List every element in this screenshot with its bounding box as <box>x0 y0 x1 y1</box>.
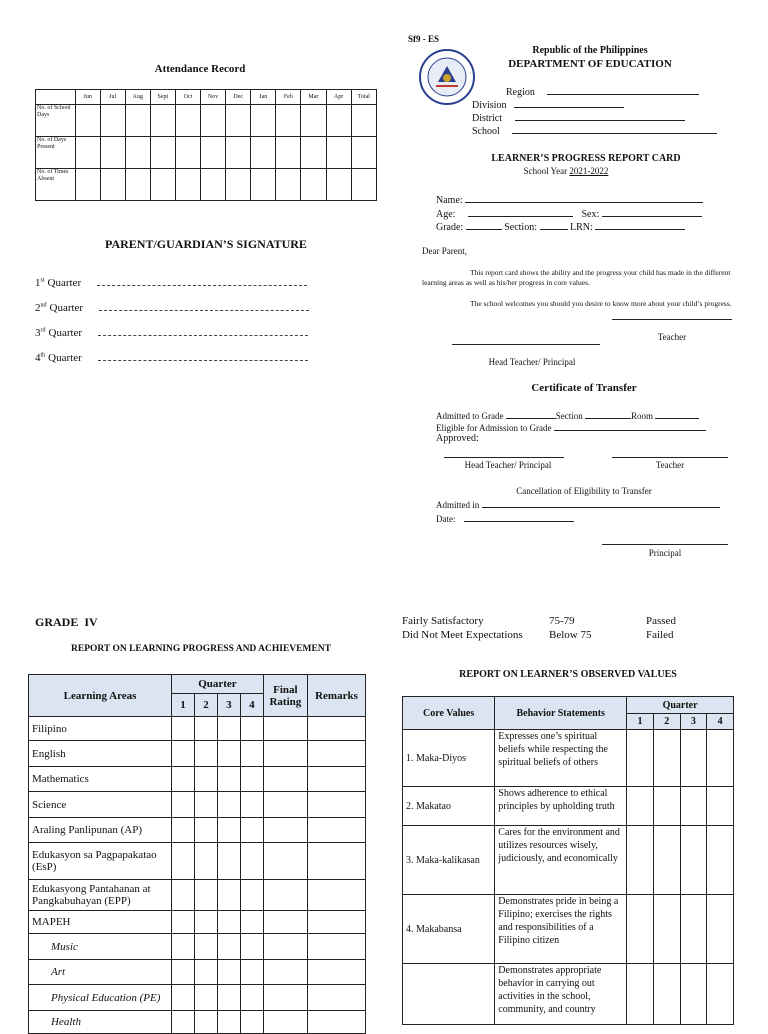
attendance-cell[interactable] <box>75 105 100 137</box>
transfer-head-line[interactable] <box>444 457 564 458</box>
grade-cell[interactable] <box>195 911 218 934</box>
admitted-grade-label: Admitted to Grade <box>436 411 504 421</box>
parent-quarter-line[interactable] <box>35 351 308 364</box>
values-row <box>403 730 734 787</box>
grade-cell[interactable] <box>240 741 263 767</box>
grade-cell[interactable] <box>172 717 195 741</box>
attendance-cell[interactable] <box>150 137 175 169</box>
behavior-statement: Demonstrates pride in being a Filipino; exercises the rights and responsibilities of a Filipino citizen <box>495 895 627 964</box>
grade-cell[interactable] <box>217 985 240 1011</box>
grade-cell[interactable] <box>240 985 263 1011</box>
transfer-head-label: Head Teacher/ Principal <box>464 460 552 470</box>
attendance-cell[interactable] <box>125 169 150 201</box>
eligible-field[interactable] <box>436 421 706 433</box>
name-label: Name: <box>436 195 463 206</box>
region-field[interactable] <box>506 85 699 98</box>
grade-cell[interactable] <box>263 934 307 960</box>
grade-cell[interactable] <box>307 767 365 792</box>
learning-area-name: Filipino <box>29 717 172 741</box>
attendance-title: Attendance Record <box>154 63 246 75</box>
grade-cell[interactable] <box>195 767 218 792</box>
learning-area-row <box>29 985 366 1011</box>
grade-cell[interactable] <box>195 717 218 741</box>
attendance-month-9: Mar <box>301 90 326 105</box>
grade-cell[interactable] <box>240 792 263 818</box>
learning-area-row <box>29 960 366 985</box>
grade-cell[interactable] <box>307 792 365 818</box>
values-quarter-4-header: 4 <box>707 714 734 730</box>
grade-cell[interactable] <box>195 792 218 818</box>
attendance-corner <box>36 90 76 105</box>
grade-cell[interactable] <box>240 1011 263 1034</box>
grade-cell[interactable] <box>307 843 365 880</box>
grade-cell[interactable] <box>217 717 240 741</box>
grade-cell[interactable] <box>240 843 263 880</box>
grade-cell[interactable] <box>172 767 195 792</box>
learning-area-name: MAPEH <box>29 911 172 934</box>
date-label: Date: <box>436 514 456 524</box>
learning-area-row <box>29 767 366 792</box>
report-card-title: LEARNER’S PROGRESS REPORT CARD <box>491 153 681 164</box>
attendance-cell[interactable] <box>251 137 276 169</box>
attendance-cell[interactable] <box>226 169 251 201</box>
grade-cell[interactable] <box>307 911 365 934</box>
principal-line[interactable] <box>602 544 728 545</box>
values-cell[interactable] <box>707 964 734 1025</box>
values-cell[interactable] <box>653 730 680 787</box>
attendance-month-11: Total <box>351 90 376 105</box>
learning-area-row <box>29 934 366 960</box>
admitted-in-label: Admitted in <box>436 500 480 510</box>
learning-area-name: Edukasyong Pantahanan at Pangkabuhayan (EPP) <box>29 880 172 911</box>
grade-cell[interactable] <box>263 741 307 767</box>
transfer-teacher-line[interactable] <box>612 457 728 458</box>
grade-cell[interactable] <box>195 843 218 880</box>
learning-area-name: Art <box>29 960 172 985</box>
values-col-quarter: Quarter <box>627 697 734 714</box>
dear-parent: Dear Parent, <box>422 246 467 256</box>
col-core-values: Core Values <box>403 697 495 730</box>
attendance-row-label: No. of Times Absent <box>36 169 76 201</box>
attendance-row <box>36 137 377 169</box>
attendance-cell[interactable] <box>251 169 276 201</box>
attendance-cell[interactable] <box>201 169 226 201</box>
learning-area-name: Music <box>29 934 172 960</box>
head-teacher-label: Head Teacher/ Principal <box>488 357 576 367</box>
attendance-cell[interactable] <box>251 105 276 137</box>
values-cell[interactable] <box>707 730 734 787</box>
name-field[interactable] <box>436 193 703 206</box>
attendance-row-label: No. of Days Present <box>36 137 76 169</box>
attendance-cell[interactable] <box>326 137 351 169</box>
col-final-rating: Final Rating <box>263 675 307 717</box>
district-label: District <box>472 113 502 124</box>
transfer-title: Certificate of Transfer <box>531 382 637 394</box>
principal-label: Principal <box>648 548 682 558</box>
quarter-1-header: 1 <box>172 694 195 717</box>
eligible-label: Eligible for Admission to Grade <box>436 423 552 433</box>
grade-cell[interactable] <box>217 911 240 934</box>
grade-cell[interactable] <box>195 741 218 767</box>
scale-remark: Failed <box>646 629 674 641</box>
grade-cell[interactable] <box>217 1011 240 1034</box>
grade-cell[interactable] <box>307 1011 365 1034</box>
division-label: Division <box>472 100 507 111</box>
attendance-month-7: Jan <box>251 90 276 105</box>
values-table <box>402 696 734 1025</box>
quarter-2-header: 2 <box>195 694 218 717</box>
approved-label: Approved: <box>436 433 479 444</box>
values-cell[interactable] <box>680 826 707 895</box>
attendance-month-5: Nov <box>201 90 226 105</box>
parent-quarter-line[interactable] <box>35 326 308 339</box>
quarter-number: 4 <box>35 352 41 364</box>
attendance-cell[interactable] <box>351 169 376 201</box>
values-cell[interactable] <box>680 787 707 826</box>
grade-cell[interactable] <box>240 717 263 741</box>
grade-cell[interactable] <box>263 911 307 934</box>
quarter-label: Quarter <box>48 327 83 339</box>
quarter-label: Quarter <box>48 352 82 364</box>
attendance-month-8: Feb <box>276 90 301 105</box>
teacher-signature-line[interactable] <box>612 319 732 320</box>
attendance-cell[interactable] <box>276 137 301 169</box>
attendance-row <box>36 105 377 137</box>
values-cell[interactable] <box>627 964 654 1025</box>
attendance-month-1: Jul <box>100 90 125 105</box>
quarter-number: 3 <box>35 327 41 339</box>
attendance-cell[interactable] <box>100 169 125 201</box>
quarter-label: Quarter <box>47 277 82 289</box>
scale-desc: Fairly Satisfactory <box>402 615 484 627</box>
parent-quarter-line[interactable] <box>35 276 307 289</box>
attendance-cell[interactable] <box>125 137 150 169</box>
school-label: School <box>472 126 500 137</box>
values-cell[interactable] <box>680 964 707 1025</box>
learning-area-name: Araling Panlipunan (AP) <box>29 818 172 843</box>
learning-area-name: English <box>29 741 172 767</box>
attendance-cell[interactable] <box>201 105 226 137</box>
grade-cell[interactable] <box>240 818 263 843</box>
grade-cell[interactable] <box>195 880 218 911</box>
grade-cell[interactable] <box>263 792 307 818</box>
behavior-statement: Cares for the environment and utilizes resources wisely, judiciously, and economically <box>495 826 627 895</box>
behavior-statement: Shows adherence to ethical principles by upholding truth <box>495 787 627 826</box>
district-field[interactable] <box>472 111 685 124</box>
grade-cell[interactable] <box>217 880 240 911</box>
values-cell[interactable] <box>627 787 654 826</box>
learning-area-row <box>29 741 366 767</box>
attendance-cell[interactable] <box>326 169 351 201</box>
learning-area-name: Physical Education (PE) <box>29 985 172 1011</box>
grade-cell[interactable] <box>172 1011 195 1034</box>
attendance-month-4: Oct <box>175 90 200 105</box>
grade-cell[interactable] <box>263 960 307 985</box>
learning-area-row <box>29 880 366 911</box>
quarter-suffix: th <box>40 352 46 359</box>
attendance-cell[interactable] <box>75 137 100 169</box>
school-year <box>436 166 696 176</box>
quarter-label: Quarter <box>49 302 84 314</box>
core-value <box>403 964 495 1025</box>
letter-paragraph-2: The school welcomes you should you desire to know more about your child’s progress. <box>470 299 732 308</box>
grade-cell[interactable] <box>172 960 195 985</box>
grade-cell[interactable] <box>240 911 263 934</box>
transfer-room-label: Room <box>630 411 653 421</box>
quarter-suffix: nd <box>40 302 47 309</box>
signature-line[interactable] <box>98 351 308 361</box>
attendance-month-3: Sept <box>150 90 175 105</box>
scale-range: 75-79 <box>549 615 575 627</box>
attendance-cell[interactable] <box>100 105 125 137</box>
grade-cell[interactable] <box>217 741 240 767</box>
attendance-row-label: No. of School Days <box>36 105 76 137</box>
scale-desc: Did Not Meet Expectations <box>402 629 523 641</box>
quarter-suffix: rd <box>40 327 46 334</box>
values-cell[interactable] <box>627 826 654 895</box>
grade-cell[interactable] <box>217 792 240 818</box>
grade-cell[interactable] <box>217 934 240 960</box>
values-quarter-1-header: 1 <box>627 714 654 730</box>
learning-area-name: Mathematics <box>29 767 172 792</box>
attendance-cell[interactable] <box>226 137 251 169</box>
learning-report-title: REPORT ON LEARNING PROGRESS AND ACHIEVEMENT <box>71 644 331 654</box>
grade-cell[interactable] <box>307 741 365 767</box>
grade-cell[interactable] <box>307 880 365 911</box>
grade-cell[interactable] <box>307 934 365 960</box>
grade-heading: GRADE IV <box>35 615 98 629</box>
grade-cell[interactable] <box>172 911 195 934</box>
attendance-cell[interactable] <box>150 169 175 201</box>
core-value: 1. Maka-Diyos <box>403 730 495 787</box>
grade-cell[interactable] <box>195 818 218 843</box>
attendance-cell[interactable] <box>226 105 251 137</box>
learning-area-name: Science <box>29 792 172 818</box>
grade-cell[interactable] <box>217 767 240 792</box>
department-text: DEPARTMENT OF EDUCATION <box>508 58 672 70</box>
attendance-cell[interactable] <box>100 137 125 169</box>
learning-area-row <box>29 818 366 843</box>
grade-cell[interactable] <box>263 985 307 1011</box>
attendance-cell[interactable] <box>301 137 326 169</box>
grade-cell[interactable] <box>307 717 365 741</box>
core-value: 2. Makatao <box>403 787 495 826</box>
core-value: 3. Maka-kalikasan <box>403 826 495 895</box>
attendance-month-0: Jun <box>75 90 100 105</box>
grade-cell[interactable] <box>263 767 307 792</box>
values-row <box>403 787 734 826</box>
col-learning-areas: Learning Areas <box>29 675 172 717</box>
attendance-cell[interactable] <box>301 169 326 201</box>
quarter-3-header: 3 <box>217 694 240 717</box>
grade-cell[interactable] <box>240 767 263 792</box>
quarter-suffix: st <box>40 277 45 284</box>
division-field[interactable] <box>472 98 624 111</box>
quarter-4-header: 4 <box>240 694 263 717</box>
attendance-cell[interactable] <box>276 105 301 137</box>
school-field[interactable] <box>472 124 717 137</box>
date-field[interactable] <box>436 512 574 524</box>
grade-cell[interactable] <box>240 960 263 985</box>
age-sex-field[interactable] <box>436 207 702 220</box>
letter-paragraph-1: This report card shows the ability and the progress your child has made in the different learning areas as well as his/her progress in core values. <box>422 268 731 287</box>
attendance-cell[interactable] <box>175 169 200 201</box>
values-quarter-2-header: 2 <box>653 714 680 730</box>
values-cell[interactable] <box>653 964 680 1025</box>
values-cell[interactable] <box>707 826 734 895</box>
grade-cell[interactable] <box>172 985 195 1011</box>
col-quarter: Quarter <box>172 675 264 694</box>
section-label: Section: <box>504 222 537 233</box>
deped-seal <box>418 48 476 106</box>
grade-section-lrn-field[interactable] <box>436 220 685 233</box>
attendance-month-2: Aug <box>125 90 150 105</box>
republic-text: Republic of the Philippines <box>532 45 648 56</box>
values-cell[interactable] <box>653 787 680 826</box>
grade-cell[interactable] <box>263 843 307 880</box>
learning-area-row <box>29 717 366 741</box>
grade-cell[interactable] <box>263 717 307 741</box>
parent-signature-title: PARENT/GUARDIAN’S SIGNATURE <box>105 237 307 251</box>
school-year-value: 2021-2022 <box>569 166 609 176</box>
attendance-cell[interactable] <box>301 105 326 137</box>
core-value: 4. Makabansa <box>403 895 495 964</box>
school-year-label: School Year <box>523 166 568 176</box>
parent-quarter-line[interactable] <box>35 301 309 314</box>
signature-line[interactable] <box>98 326 308 336</box>
values-title: REPORT ON LEARNER’S OBSERVED VALUES <box>459 669 677 680</box>
col-behavior: Behavior Statements <box>495 697 627 730</box>
attendance-month-10: Apr <box>326 90 351 105</box>
quarter-number: 2 <box>35 302 41 314</box>
col-remarks: Remarks <box>307 675 365 717</box>
learning-area-row <box>29 843 366 880</box>
age-label: Age: <box>436 209 456 220</box>
grade-cell[interactable] <box>217 960 240 985</box>
grade-cell[interactable] <box>217 818 240 843</box>
attendance-table <box>35 89 377 201</box>
attendance-cell[interactable] <box>351 105 376 137</box>
grade-cell[interactable] <box>195 960 218 985</box>
sex-label: Sex: <box>581 209 600 220</box>
grade-cell[interactable] <box>240 934 263 960</box>
signature-line[interactable] <box>97 276 307 286</box>
form-code: Sf9 - ES <box>408 34 440 44</box>
lrn-label: LRN: <box>570 222 593 233</box>
behavior-statement: Expresses one’s spiritual beliefs while respecting the spiritual beliefs of others <box>495 730 627 787</box>
learning-area-row <box>29 1011 366 1034</box>
grade-cell[interactable] <box>172 792 195 818</box>
behavior-statement: Demonstrates appropriate behavior in carrying out activities in the school, community, and country <box>495 964 627 1025</box>
cancellation-title: Cancellation of Eligibility to Transfer <box>516 486 652 496</box>
attendance-cell[interactable] <box>201 137 226 169</box>
values-cell[interactable] <box>653 826 680 895</box>
values-quarter-3-header: 3 <box>680 714 707 730</box>
attendance-month-6: Dec <box>226 90 251 105</box>
admitted-in-field[interactable] <box>436 498 720 510</box>
region-label: Region <box>506 87 535 98</box>
grade-cell[interactable] <box>240 880 263 911</box>
attendance-cell[interactable] <box>326 105 351 137</box>
values-cell[interactable] <box>653 895 680 964</box>
grade-cell[interactable] <box>263 880 307 911</box>
transfer-section-label: Section <box>555 411 583 421</box>
teacher-label: Teacher <box>657 332 687 342</box>
grade-cell[interactable] <box>172 818 195 843</box>
grade-cell[interactable] <box>172 934 195 960</box>
attendance-cell[interactable] <box>276 169 301 201</box>
attendance-cell[interactable] <box>175 105 200 137</box>
attendance-cell[interactable] <box>175 137 200 169</box>
learning-area-name: Health <box>29 1011 172 1034</box>
grade-cell[interactable] <box>172 843 195 880</box>
attendance-cell[interactable] <box>351 137 376 169</box>
values-cell[interactable] <box>707 895 734 964</box>
grade-cell[interactable] <box>195 985 218 1011</box>
grade-cell[interactable] <box>172 741 195 767</box>
grade-cell[interactable] <box>307 960 365 985</box>
head-signature-line[interactable] <box>452 344 600 345</box>
attendance-cell[interactable] <box>150 105 175 137</box>
learning-areas-table <box>28 674 366 1034</box>
signature-line[interactable] <box>99 301 309 311</box>
learning-area-name: Edukasyon sa Pagpapakatao (EsP) <box>29 843 172 880</box>
grade-cell[interactable] <box>263 818 307 843</box>
values-cell[interactable] <box>627 730 654 787</box>
admitted-grade-field[interactable] <box>436 409 699 421</box>
values-cell[interactable] <box>707 787 734 826</box>
grade-cell[interactable] <box>307 985 365 1011</box>
values-row <box>403 964 734 1025</box>
grade-cell[interactable] <box>263 1011 307 1034</box>
values-row <box>403 826 734 895</box>
grade-cell[interactable] <box>307 818 365 843</box>
values-row <box>403 895 734 964</box>
transfer-teacher-label: Teacher <box>655 460 685 470</box>
values-cell[interactable] <box>627 895 654 964</box>
attendance-row <box>36 169 377 201</box>
attendance-cell[interactable] <box>75 169 100 201</box>
grade-cell[interactable] <box>195 934 218 960</box>
grade-cell[interactable] <box>217 843 240 880</box>
grade-cell[interactable] <box>172 880 195 911</box>
scale-remark: Passed <box>646 615 676 627</box>
grade-label: Grade: <box>436 222 464 233</box>
learning-area-row <box>29 911 366 934</box>
scale-range: Below 75 <box>549 629 592 641</box>
values-cell[interactable] <box>680 730 707 787</box>
learning-area-row <box>29 792 366 818</box>
attendance-cell[interactable] <box>125 105 150 137</box>
grade-cell[interactable] <box>195 1011 218 1034</box>
quarter-number: 1 <box>35 277 41 289</box>
values-cell[interactable] <box>680 895 707 964</box>
